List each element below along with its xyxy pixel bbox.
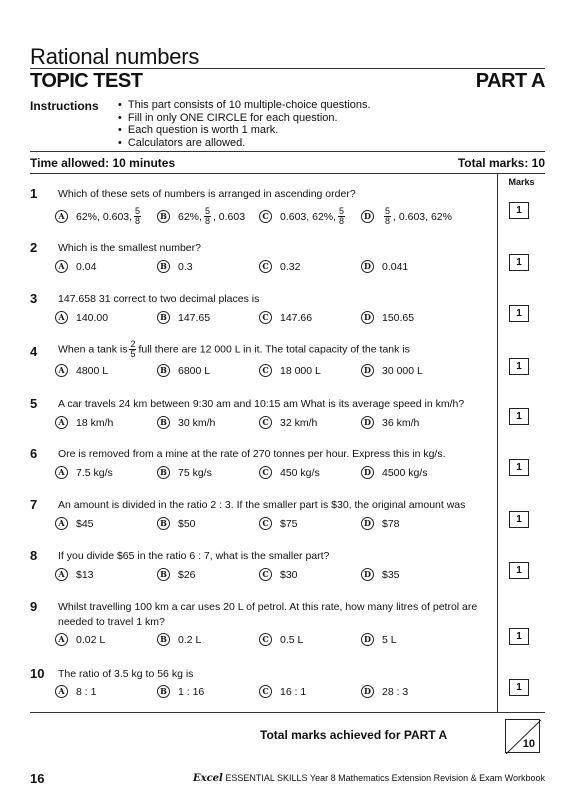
option-text: 30 000 L [382, 364, 423, 377]
question-number: 8 [30, 548, 38, 563]
question-7 [30, 497, 495, 535]
question-number: 1 [30, 186, 38, 201]
question-text: An amount is divided in the ratio 2 : 3. If the smaller part is $30, the original amount was [58, 499, 466, 511]
answer-circle-a[interactable]: A [55, 517, 68, 530]
option-a[interactable] [55, 633, 157, 646]
question-10 [30, 666, 495, 703]
answer-circle-c[interactable]: C [259, 466, 272, 479]
answer-circle-c[interactable]: C [259, 210, 272, 223]
answer-circle-d[interactable]: D [361, 364, 374, 377]
option-text: , 0.603, 62% [393, 210, 452, 223]
option-text: 5 L [382, 633, 397, 646]
mark-box-q5[interactable]: 1 [509, 408, 529, 425]
answer-circle-b[interactable]: B [157, 260, 170, 273]
option-c[interactable] [259, 416, 361, 429]
option-text: 62%, 0.603, [76, 210, 133, 223]
answer-circle-a[interactable]: A [55, 416, 68, 429]
instruction-item: • Fill in only ONE CIRCLE for each question. [118, 112, 371, 125]
option-b[interactable] [157, 517, 259, 530]
question-5 [30, 396, 495, 434]
option-text: 75 kg/s [178, 466, 212, 479]
option-b[interactable] [157, 466, 259, 479]
option-text: $30 [280, 568, 298, 581]
answer-options [55, 517, 463, 530]
answer-circle-c[interactable]: C [259, 311, 272, 324]
option-text: 18 000 L [280, 364, 321, 377]
question-2 [30, 240, 495, 278]
answer-circle-d[interactable]: D [361, 416, 374, 429]
question-text: 147.658 31 correct to two decimal places is [58, 293, 260, 305]
instruction-item: • Calculators are allowed. [118, 137, 371, 150]
answer-circle-c[interactable]: C [259, 416, 272, 429]
answer-circle-d[interactable]: D [361, 210, 374, 223]
time-rule [30, 151, 545, 152]
question-8 [30, 548, 495, 586]
part-label: PART A [475, 70, 545, 92]
question-1 [30, 186, 495, 225]
answer-circle-a[interactable]: A [55, 568, 68, 581]
option-a[interactable] [55, 466, 157, 479]
option-a[interactable] [55, 416, 157, 429]
option-a[interactable] [55, 685, 157, 698]
option-d[interactable] [361, 466, 463, 479]
option-text: $13 [76, 568, 94, 581]
mark-box-q10[interactable]: 1 [509, 679, 529, 696]
total-achieved-label: Total marks achieved for PART A [260, 728, 448, 742]
option-text: 30 km/h [178, 416, 216, 429]
option-d[interactable] [361, 311, 463, 324]
answer-circle-d[interactable]: D [361, 517, 374, 530]
option-text: 28 : 3 [382, 685, 409, 698]
option-b[interactable] [157, 364, 259, 377]
option-c[interactable] [259, 207, 361, 226]
answer-options [55, 311, 463, 324]
option-text: 0.5 L [280, 633, 304, 646]
question-number: 2 [30, 240, 38, 255]
option-text: 1 : 16 [178, 685, 205, 698]
question-text: Whilst travelling 100 km a car uses 20 L of petrol. At this rate, how many litres of petrol are needed to travel 1 km? [58, 601, 478, 628]
answer-options [55, 685, 463, 698]
option-text: $78 [382, 517, 400, 530]
answer-circle-d[interactable]: D [361, 311, 374, 324]
option-b[interactable] [157, 633, 259, 646]
mark-box-q4[interactable]: 1 [509, 358, 529, 375]
instructions-label: Instructions [30, 99, 99, 113]
marks-header: Marks [508, 177, 535, 187]
answer-circle-c[interactable]: C [259, 633, 272, 646]
answer-circle-a[interactable]: A [55, 364, 68, 377]
question-text: Ore is removed from a mine at the rate of 270 tonnes per hour. Express this in kg/s. [58, 448, 446, 460]
answer-circle-a[interactable]: A [55, 633, 68, 646]
answer-circle-d[interactable]: D [361, 633, 374, 646]
answer-circle-d[interactable]: D [361, 466, 374, 479]
option-d[interactable] [361, 568, 463, 581]
option-text: 0.2 L [178, 633, 202, 646]
test-title: TOPIC TEST [30, 70, 143, 92]
answer-circle-d[interactable]: D [361, 685, 374, 698]
option-text: 4800 L [76, 364, 109, 377]
time-allowed: Time allowed: 10 minutes [30, 156, 176, 170]
answer-circle-b[interactable]: B [157, 685, 170, 698]
option-d[interactable] [361, 207, 463, 226]
option-a[interactable] [55, 207, 157, 226]
answer-circle-c[interactable]: C [259, 685, 272, 698]
option-b[interactable] [157, 260, 259, 273]
questions-rule [30, 173, 545, 174]
option-a[interactable] [55, 568, 157, 581]
fraction-denominator: 8 [339, 216, 345, 226]
question-text: If you divide $65 in the ratio 6 : 7, what is the smaller part? [58, 550, 330, 562]
option-text: 16 : 1 [280, 685, 307, 698]
answer-circle-c[interactable]: C [259, 364, 272, 377]
option-c[interactable] [259, 260, 361, 273]
question-number: 9 [30, 599, 38, 614]
footer-book-title: ESSENTIAL SKILLS Year 8 Mathematics Extension Revision & Exam Workbook [225, 773, 545, 783]
mark-box-q8[interactable]: 1 [509, 562, 529, 579]
instruction-item: • This part consists of 10 multiple-choice questions. [118, 99, 371, 112]
option-c[interactable] [259, 364, 361, 377]
question-text: The ratio of 3.5 kg to 56 kg is [58, 668, 194, 680]
question-text: Which of these sets of numbers is arranged in ascending order? [58, 188, 356, 200]
option-text: 62%, [178, 210, 202, 223]
question-text: Which is the smallest number? [58, 242, 201, 254]
option-c[interactable] [259, 311, 361, 324]
option-text: $50 [178, 517, 196, 530]
topic-title: Rational numbers [30, 44, 200, 69]
option-text: 36 km/h [382, 416, 420, 429]
question-6 [30, 446, 495, 484]
footer-text [193, 773, 545, 784]
fraction-denominator: 5 [130, 349, 136, 359]
fraction [338, 207, 345, 226]
question-4 [30, 339, 495, 382]
option-a[interactable] [55, 260, 157, 273]
option-c[interactable] [259, 633, 361, 646]
option-text: 450 kg/s [280, 466, 320, 479]
fraction-numerator: 5 [204, 206, 210, 216]
answer-circle-b[interactable]: B [157, 311, 170, 324]
question-9 [30, 599, 495, 651]
answer-options [55, 207, 463, 226]
answer-circle-a[interactable]: A [55, 260, 68, 273]
fraction-numerator: 5 [135, 206, 141, 216]
option-a[interactable] [55, 311, 157, 324]
option-a[interactable] [55, 517, 157, 530]
bottom-rule [30, 712, 545, 713]
option-d[interactable] [361, 517, 463, 530]
question-3 [30, 291, 495, 329]
option-a[interactable] [55, 364, 157, 377]
option-text: 8 : 1 [76, 685, 97, 698]
option-text: 32 km/h [280, 416, 318, 429]
option-text: 140.00 [76, 311, 109, 324]
footer-brand: Excel [192, 773, 223, 784]
fraction-numerator: 5 [385, 206, 391, 216]
question-number: 7 [30, 497, 38, 512]
option-text: 18 km/h [76, 416, 114, 429]
answer-options [55, 568, 463, 581]
answer-options [55, 416, 463, 429]
option-text: $35 [382, 568, 400, 581]
question-number: 6 [30, 446, 38, 461]
mark-box-q7[interactable]: 1 [509, 511, 529, 528]
option-text: 150.65 [382, 311, 415, 324]
option-d[interactable] [361, 685, 463, 698]
option-d[interactable] [361, 364, 463, 377]
answer-circle-c[interactable]: C [259, 517, 272, 530]
total-marks: Total marks: 10 [457, 156, 545, 170]
fraction [204, 207, 211, 226]
option-text: $45 [76, 517, 94, 530]
option-b[interactable] [157, 685, 259, 698]
answer-circle-b[interactable]: B [157, 364, 170, 377]
page-number: 16 [30, 771, 45, 786]
answer-circle-b[interactable]: B [157, 568, 170, 581]
question-number: 3 [30, 291, 38, 306]
option-text: 0.02 L [76, 633, 106, 646]
option-d[interactable] [361, 633, 463, 646]
total-achieved-value: 10 [522, 738, 535, 750]
mark-box-q9[interactable]: 1 [509, 628, 529, 645]
option-text: 7.5 kg/s [76, 466, 113, 479]
option-text: 0.04 [76, 260, 97, 273]
answer-options [55, 364, 463, 377]
option-text: 147.66 [280, 311, 313, 324]
option-text: 0.041 [382, 260, 409, 273]
answer-circle-a[interactable]: A [55, 685, 68, 698]
option-text: 6800 L [178, 364, 211, 377]
total-achieved-box[interactable] [505, 719, 540, 753]
option-text: 4500 kg/s [382, 466, 428, 479]
answer-circle-d[interactable]: D [361, 568, 374, 581]
answer-circle-b[interactable]: B [157, 210, 170, 223]
question-text-part: full there are 12 000 L in it. The total capacity of the tank is [138, 343, 410, 356]
option-b[interactable] [157, 416, 259, 429]
option-text: 0.3 [178, 260, 193, 273]
mark-box-q2[interactable]: 1 [509, 254, 529, 271]
fraction-denominator: 8 [135, 216, 141, 226]
fraction [134, 207, 141, 226]
mark-box-q1[interactable]: 1 [509, 202, 529, 219]
option-text: 0.603, 62%, [280, 210, 337, 223]
answer-circle-a[interactable]: A [55, 210, 68, 223]
option-c[interactable] [259, 517, 361, 530]
fraction-denominator: 8 [204, 216, 210, 226]
mark-box-q3[interactable]: 1 [509, 305, 529, 322]
option-text: $26 [178, 568, 196, 581]
answer-options [55, 466, 463, 479]
question-number: 4 [30, 344, 38, 359]
option-c[interactable] [259, 568, 361, 581]
fraction-numerator: 2 [130, 339, 136, 349]
fraction-numerator: 5 [339, 206, 345, 216]
answer-circle-d[interactable]: D [361, 260, 374, 273]
mark-box-q6[interactable]: 1 [509, 459, 529, 476]
option-d[interactable] [361, 260, 463, 273]
option-text: , 0.603 [212, 210, 246, 223]
option-b[interactable] [157, 207, 259, 226]
question-text-part: When a tank is [58, 343, 128, 356]
question-number: 5 [30, 396, 38, 411]
option-c[interactable] [259, 466, 361, 479]
option-d[interactable] [361, 416, 463, 429]
option-c[interactable] [259, 685, 361, 698]
answer-options [55, 633, 463, 646]
answer-circle-a[interactable]: A [55, 466, 68, 479]
answer-circle-c[interactable]: C [259, 260, 272, 273]
fraction-denominator: 8 [385, 216, 391, 226]
answer-circle-c[interactable]: C [259, 568, 272, 581]
option-b[interactable] [157, 311, 259, 324]
option-b[interactable] [157, 568, 259, 581]
header-rule [30, 68, 545, 69]
answer-circle-b[interactable]: B [157, 466, 170, 479]
fraction [384, 207, 391, 226]
answer-circle-b[interactable]: B [157, 517, 170, 530]
option-text: $75 [280, 517, 298, 530]
question-text: A car travels 24 km between 9:30 am and 10:15 am What is its average speed in km/h? [58, 398, 465, 410]
question-number: 10 [30, 666, 45, 681]
option-text: 0.32 [280, 260, 301, 273]
answer-circle-b[interactable]: B [157, 416, 170, 429]
option-text: 147.65 [178, 311, 211, 324]
fraction [129, 340, 136, 359]
question-text [58, 340, 498, 359]
answer-circle-b[interactable]: B [157, 633, 170, 646]
instruction-item: • Each question is worth 1 mark. [118, 124, 371, 137]
answer-options [55, 260, 463, 273]
instructions-list [118, 99, 371, 149]
answer-circle-a[interactable]: A [55, 311, 68, 324]
